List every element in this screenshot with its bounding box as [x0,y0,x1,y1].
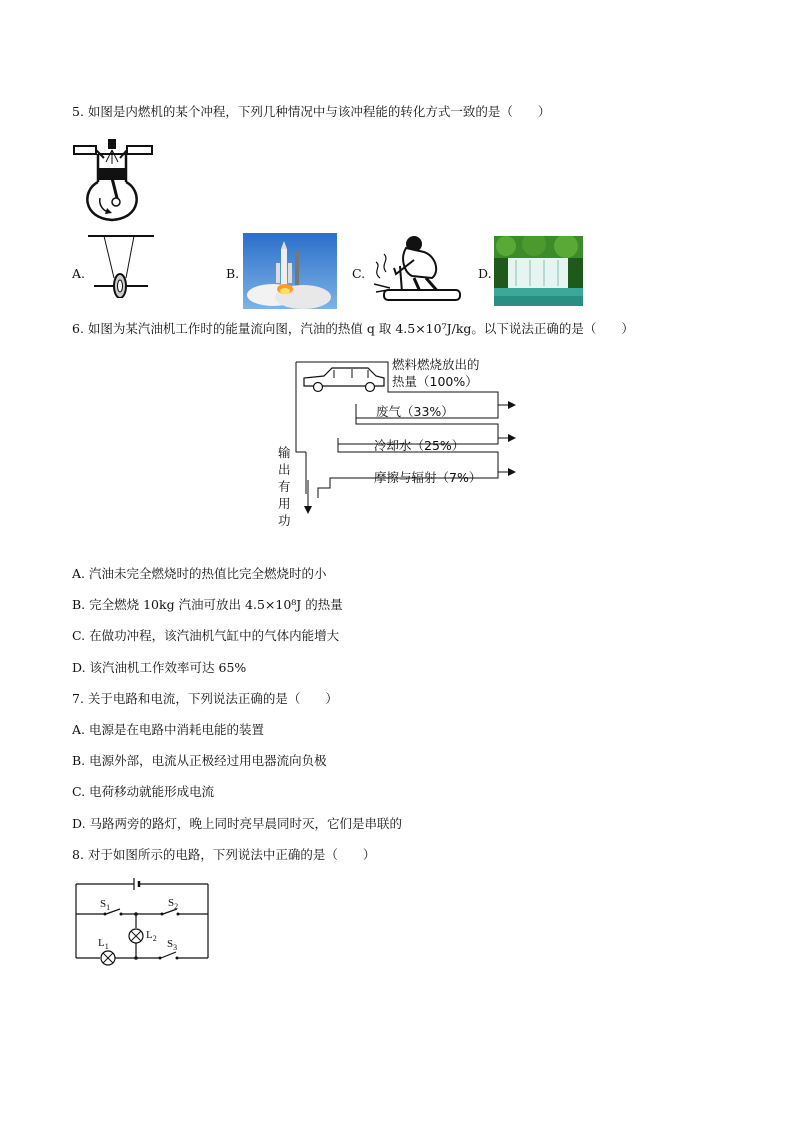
q7-option-b: B. 电源外部，电流从正极经过用电器流向负极 [72,753,327,768]
q5-option-d-label: D. [478,266,492,281]
q5-option-a-label: A. [72,266,86,281]
flow-friction-label: 摩擦与辐射（7%） [374,470,482,485]
q6-option-b: B. 完全燃烧 10kg 汽油可放出 4.5×10⁸J 的热量 [72,597,343,612]
wheel-axle-icon [88,234,154,298]
q5-option-c-label: C. [352,266,366,281]
q8-stem: 8. 对于如图所示的电路，下列说法中正确的是（ ） [72,847,376,862]
engine-stroke-figure [72,138,154,224]
q7-option-a: A. 电源是在电路中消耗电能的装置 [72,722,264,737]
q6-option-a: A. 汽油未完全燃烧时的热值比完全燃烧时的小 [72,566,327,581]
l1-label: L [98,937,105,949]
svg-text:L2 [146,929,157,943]
q7-option-d: D. 马路两旁的路灯，晚上同时亮早晨同时灭，它们是串联的 [72,816,403,831]
output-char-4: 用 [278,496,291,511]
q5-stem: 5. 如图是内燃机的某个冲程，下列几种情况中与该冲程能的转化方式一致的是（ ） [72,104,551,119]
s3-subscript: 3 [173,943,178,952]
s2-label: S [168,897,175,909]
flow-exhaust-label: 废气（33%） [376,404,454,419]
q6-stem: 6. 如图为某汽油机工作时的能量流向图，汽油的热值 q 取 4.5×10⁷J/kg。以下说法正确的是（ ） [72,321,634,336]
output-char-1: 输 [278,445,291,460]
source-label-line2: 热量（100%） [392,374,478,389]
output-char-3: 有 [278,479,291,494]
l2-label: L [146,929,153,941]
q7-stem: 7. 关于电路和电流，下列说法正确的是（ ） [72,691,338,706]
car-icon [304,368,384,392]
battery-icon [134,878,139,890]
q5-option-b-label: B. [226,266,240,281]
output-char-2: 出 [278,462,291,477]
fire-drilling-icon [370,232,466,310]
s1-label: S [100,898,107,910]
output-char-5: 功 [278,513,291,528]
rocket-launch-icon [243,233,337,309]
l2-subscript: 2 [152,934,157,943]
lamp-l2-icon [129,929,143,943]
source-label-line1: 燃料燃烧放出的 [392,357,480,372]
s2-subscript: 2 [174,902,179,911]
energy-flow-diagram [272,356,522,536]
svg-text:S3 [167,938,177,952]
q6-option-d: D. 该汽油机工作效率可达 65% [72,660,247,675]
svg-text:S2 [168,897,178,911]
waterfall-icon [494,236,583,306]
q6-option-c: C. 在做功冲程，该汽油机气缸中的气体内能增大 [72,628,340,643]
lamp-l1-icon [101,951,115,965]
s3-label: S [167,938,174,950]
svg-text:L1 [98,937,109,951]
l1-subscript: 1 [104,942,109,951]
q7-option-c: C. 电荷移动就能形成电流 [72,784,215,799]
flow-coolant-label: 冷却水（25%） [374,438,465,453]
svg-text:S1 [100,898,110,912]
circuit-diagram [72,876,214,968]
s1-subscript: 1 [106,903,111,912]
switch-s3-icon [159,952,179,960]
